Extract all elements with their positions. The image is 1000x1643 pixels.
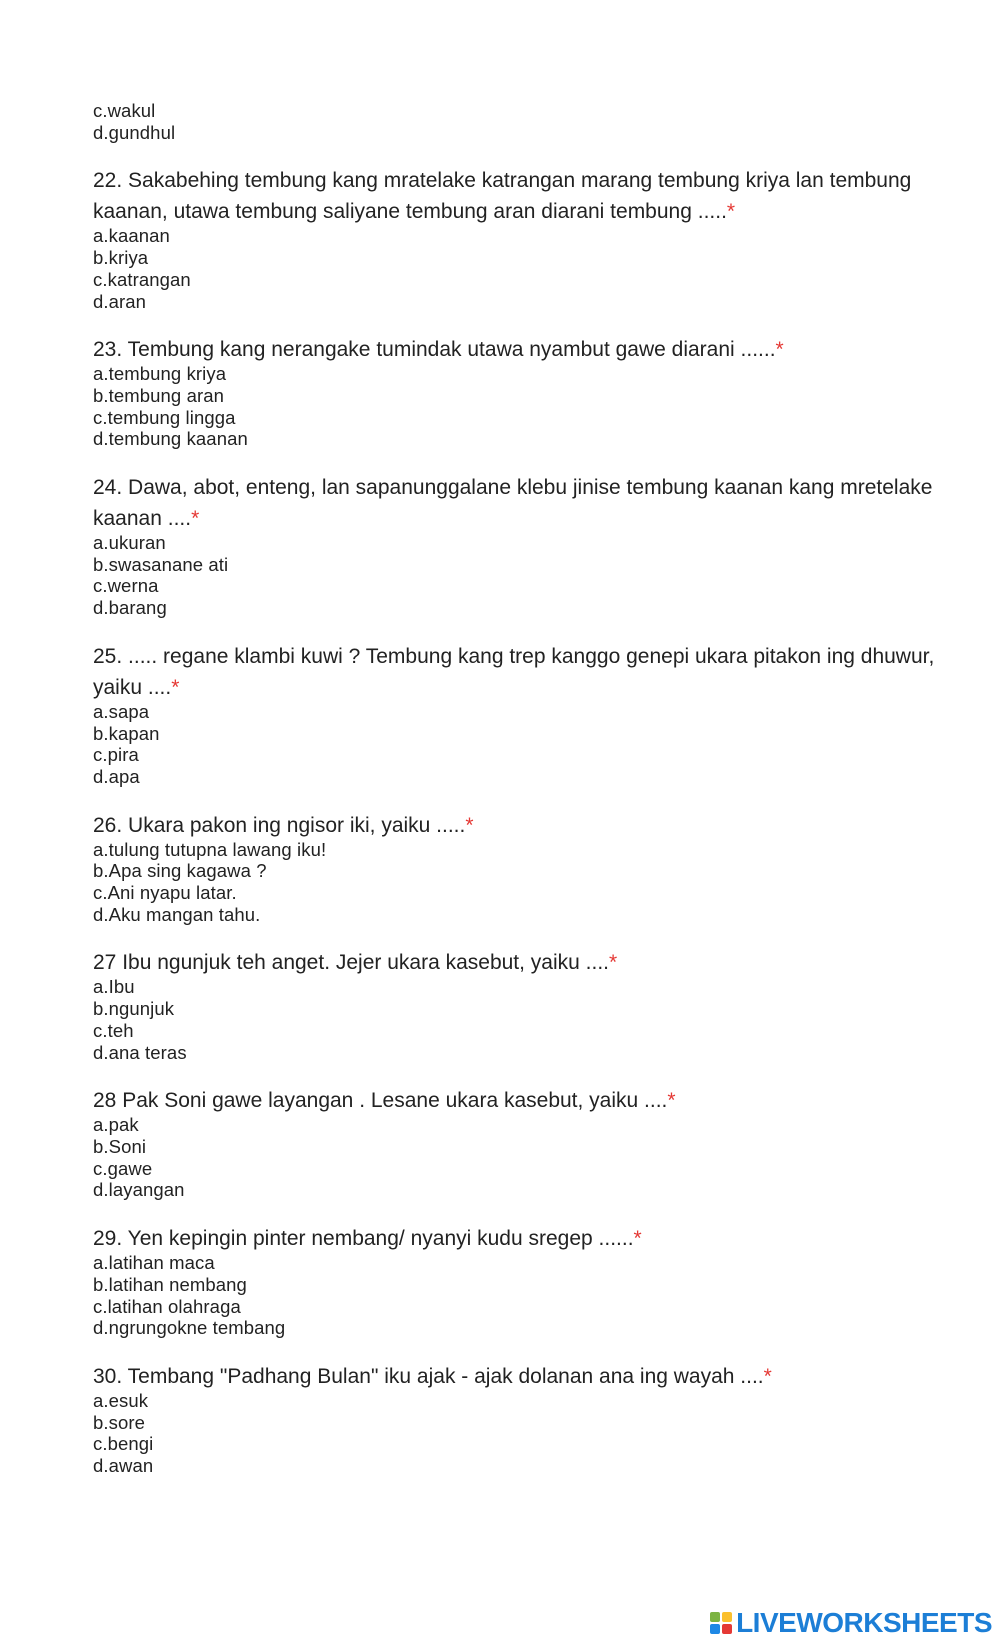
option-text[interactable]: b.sore — [93, 1411, 146, 1433]
question-text — [93, 1223, 963, 1254]
required-asterisk: * — [171, 675, 180, 699]
option-text[interactable]: a.Ibu — [93, 976, 135, 998]
question-block — [93, 1223, 963, 1339]
question-text — [93, 1361, 963, 1392]
required-asterisk: * — [609, 951, 618, 975]
question-label: 28 Pak Soni gawe layangan . Lesane ukara kasebut, yaiku .... — [93, 1089, 668, 1113]
question-block — [93, 1361, 963, 1477]
option-text[interactable]: c.werna — [93, 575, 159, 597]
option-text[interactable]: d.ana teras — [93, 1041, 187, 1063]
option-text[interactable]: d.barang — [93, 597, 167, 619]
required-asterisk: * — [465, 813, 474, 837]
question-text — [93, 165, 963, 227]
option-text[interactable]: b.kriya — [93, 247, 149, 269]
option-text[interactable]: a.sapa — [93, 700, 150, 722]
option-text[interactable]: b.Soni — [93, 1135, 147, 1157]
option-text[interactable]: c.latihan olahraga — [93, 1295, 241, 1317]
question-text — [93, 1085, 963, 1116]
required-asterisk: * — [667, 1089, 676, 1113]
option-text[interactable]: b.ngunjuk — [93, 998, 175, 1020]
liveworksheets-logo-icon — [710, 1612, 732, 1634]
required-asterisk: * — [763, 1364, 772, 1388]
prev-question-options — [93, 100, 963, 143]
question-text — [93, 947, 963, 978]
option-text[interactable]: a.pak — [93, 1114, 139, 1136]
option-text[interactable]: b.swasanane ati — [93, 553, 229, 575]
worksheet-page — [93, 100, 963, 1477]
option-text[interactable]: d.apa — [93, 765, 140, 787]
logo-square-yellow — [722, 1612, 732, 1622]
required-asterisk: * — [726, 200, 736, 224]
option-text[interactable]: b.latihan nembang — [93, 1273, 247, 1295]
option-text[interactable]: d.gundhul — [93, 121, 176, 143]
option-text[interactable]: d.tembung kaanan — [93, 428, 248, 450]
option-text[interactable]: d.Aku mangan tahu. — [93, 903, 261, 925]
option-text[interactable]: c.Ani nyapu latar. — [93, 882, 237, 904]
question-label: 27 Ibu ngunjuk teh anget. Jejer ukara kasebut, yaiku .... — [93, 951, 609, 975]
liveworksheets-brand — [710, 1607, 992, 1639]
option-text[interactable]: d.awan — [93, 1455, 154, 1477]
question-label: 30. Tembang "Padhang Bulan" iku ajak - ajak dolanan ana ing wayah .... — [93, 1364, 764, 1388]
option-text[interactable]: b.tembung aran — [93, 384, 224, 406]
question-block — [93, 947, 963, 1063]
question-text — [93, 334, 963, 365]
question-text — [93, 641, 963, 703]
option-text[interactable]: c.gawe — [93, 1157, 153, 1179]
question-label: 29. Yen kepingin pinter nembang/ nyanyi kudu sregep ...... — [93, 1227, 634, 1251]
required-asterisk: * — [191, 507, 200, 531]
question-label: 24. Dawa, abot, enteng, lan sapanunggalane klebu jinise tembung kaanan kang mretelake kaanan .... — [93, 476, 933, 531]
option-text[interactable]: d.layangan — [93, 1179, 185, 1201]
question-list — [93, 165, 963, 1476]
option-text[interactable]: c.pira — [93, 744, 139, 766]
option-text[interactable]: a.tembung kriya — [93, 363, 227, 385]
question-text — [93, 810, 963, 841]
question-block — [93, 641, 963, 788]
question-label: 25. ..... regane klambi kuwi ? Tembung kang trep kanggo genepi ukara pitakon ing dhuwur, yaiku .... — [93, 644, 935, 699]
option-text[interactable]: a.kaanan — [93, 225, 170, 247]
option-text[interactable]: b.Apa sing kagawa ? — [93, 860, 267, 882]
option-text[interactable]: d.ngrungokne tembang — [93, 1317, 286, 1339]
option-text[interactable]: c.wakul — [93, 100, 156, 121]
logo-square-blue — [710, 1624, 720, 1634]
option-text[interactable]: b.kapan — [93, 722, 160, 744]
question-label: 26. Ukara pakon ing ngisor iki, yaiku ..... — [93, 813, 466, 837]
option-text[interactable]: c.bengi — [93, 1433, 154, 1455]
question-block — [93, 472, 963, 619]
question-block — [93, 165, 963, 312]
option-text[interactable]: a.esuk — [93, 1389, 149, 1411]
brand-name: LIVEWORKSHEETS — [736, 1607, 992, 1638]
question-block — [93, 1085, 963, 1201]
option-text[interactable]: a.ukuran — [93, 532, 166, 554]
option-text[interactable]: c.tembung lingga — [93, 406, 236, 428]
required-asterisk: * — [633, 1227, 642, 1251]
option-text[interactable]: d.aran — [93, 290, 147, 312]
option-text[interactable]: a.tulung tutupna lawang iku! — [93, 838, 327, 860]
question-text — [93, 472, 963, 534]
option-text[interactable]: c.teh — [93, 1019, 134, 1041]
logo-square-red — [722, 1624, 732, 1634]
option-text[interactable]: a.latihan maca — [93, 1252, 215, 1274]
question-label: 22. Sakabehing tembung kang mratelake katrangan marang tembung kriya lan tembung kaanan, utawa tembung saliyane tembung aran diarani tembung ..... — [93, 169, 912, 224]
question-label: 23. Tembung kang nerangake tumindak utawa nyambut gawe diarani ...... — [93, 338, 776, 362]
required-asterisk: * — [775, 338, 784, 362]
question-block — [93, 810, 963, 926]
question-block — [93, 334, 963, 450]
logo-square-green — [710, 1612, 720, 1622]
option-text[interactable]: c.katrangan — [93, 268, 191, 290]
